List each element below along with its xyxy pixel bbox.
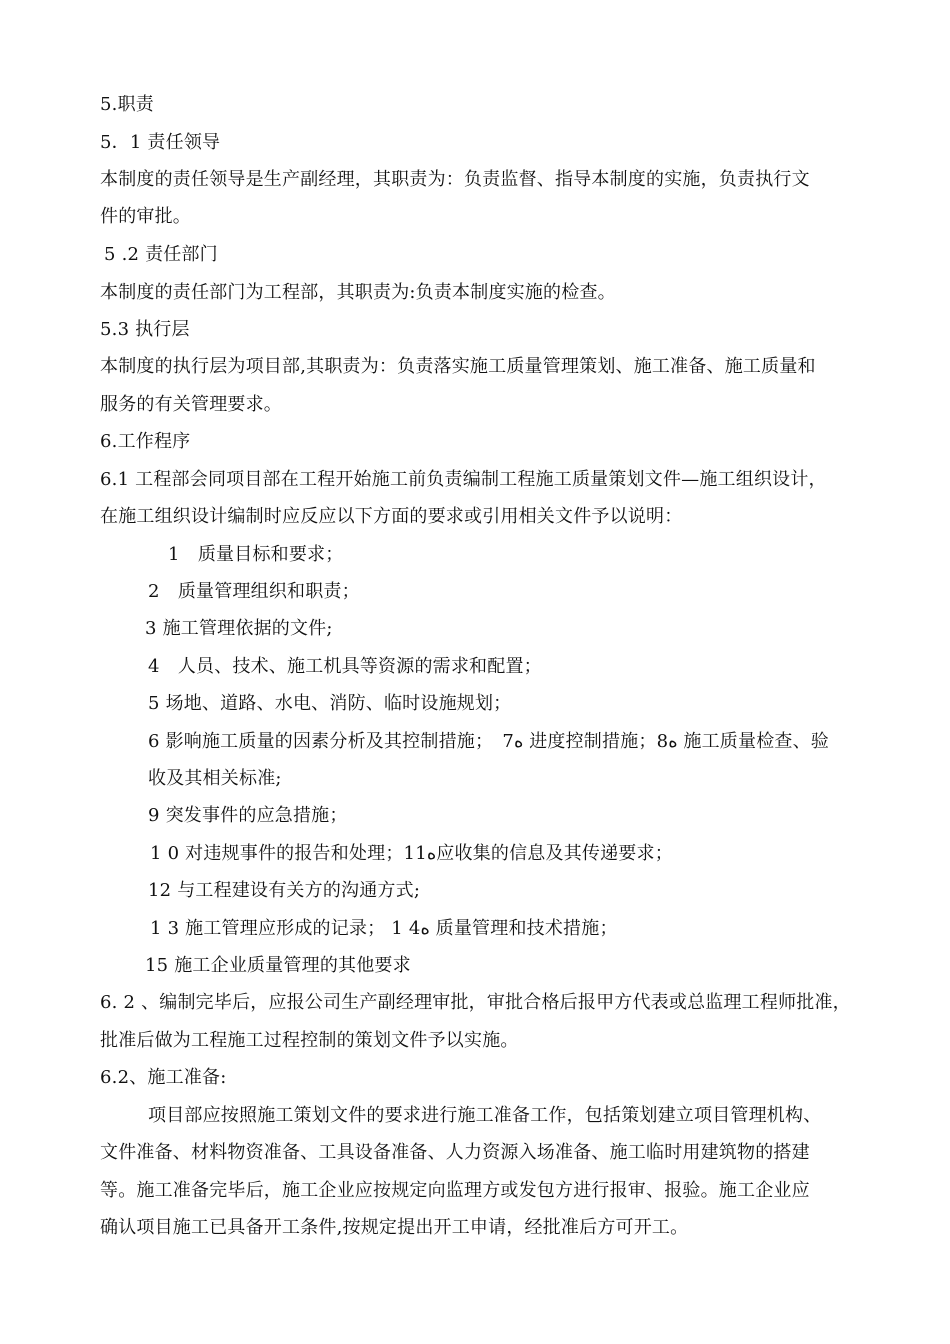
list-item: 1 质量目标和要求； bbox=[168, 544, 344, 565]
list-item: 1 0 对违规事件的报告和处理；11ه应收集的信息及其传递要求； bbox=[150, 843, 673, 864]
list-item: 9 突发事件的应急措施； bbox=[148, 805, 348, 826]
paragraph-line: 确认项目施工已具备开工条件,按规定提出开工申请，经批准后方可开工。 bbox=[100, 1217, 689, 1238]
list-item: 12 与工程建设有关方的沟通方式; bbox=[148, 880, 421, 901]
list-item: 4 人员、技术、施工机具等资源的需求和配置； bbox=[148, 656, 542, 677]
paragraph-line: 6. 2 、编制完毕后，应报公司生产副经理审批，审批合格后报甲方代表或总监理工程师批准， bbox=[100, 992, 851, 1013]
list-item: 15 施工企业质量管理的其他要求 bbox=[145, 955, 411, 976]
paragraph-line: 项目部应按照施工策划文件的要求进行施工准备工作，包括策划建立项目管理机构、 bbox=[148, 1105, 822, 1126]
list-item: 6 影响施工质量的因素分析及其控制措施； 7ه 进度控制措施；8ه 施工质量检查、验 bbox=[148, 731, 830, 752]
paragraph-line: 服务的有关管理要求。 bbox=[100, 394, 282, 415]
list-item-continuation: 收及其相关标准; bbox=[148, 768, 282, 789]
paragraph-line: 6.1 工程部会同项目部在工程开始施工前负责编制工程施工质量策划文件—施工组织设计， bbox=[100, 469, 827, 490]
list-item: 5 场地、道路、水电、消防、临时设施规划； bbox=[148, 693, 512, 714]
paragraph-line: 文件准备、材料物资准备、工具设备准备、人力资源入场准备、施工临时用建筑物的搭建 bbox=[100, 1142, 810, 1163]
heading-responsibilities: 5.职责 bbox=[100, 94, 154, 115]
paragraph-line: 等。施工准备完毕后，施工企业应按规定向监理方或发包方进行报审、报验。施工企业应 bbox=[100, 1180, 810, 1201]
list-item: 1 3 施工管理应形成的记录； 1 4ه 质量管理和技术措施； bbox=[150, 918, 618, 939]
subheading-construction-preparation: 6.2、施工准备: bbox=[100, 1067, 227, 1088]
paragraph-line: 本制度的执行层为项目部,其职责为：负责落实施工质量管理策划、施工准备、施工质量和 bbox=[100, 356, 816, 377]
list-item: 3 施工管理依据的文件; bbox=[145, 618, 333, 639]
paragraph-line: 本制度的责任部门为工程部，其职责为:负责本制度实施的检查。 bbox=[100, 282, 616, 303]
paragraph-line: 在施工组织设计编制时应反应以下方面的要求或引用相关文件予以说明： bbox=[100, 506, 683, 527]
paragraph-line: 件的审批。 bbox=[100, 206, 191, 227]
subheading-responsible-department: 5 .2 责任部门 bbox=[104, 244, 218, 265]
subheading-responsible-leader: 5．1 责任领导 bbox=[100, 132, 221, 153]
subheading-execution-level: 5.3 执行层 bbox=[100, 319, 190, 340]
heading-work-procedure: 6.工作程序 bbox=[100, 431, 191, 452]
paragraph-line: 批准后做为工程施工过程控制的策划文件予以实施。 bbox=[100, 1030, 519, 1051]
paragraph-line: 本制度的责任领导是生产副经理，其职责为：负责监督、指导本制度的实施，负责执行文 bbox=[100, 169, 810, 190]
list-item: 2 质量管理组织和职责； bbox=[148, 581, 360, 602]
